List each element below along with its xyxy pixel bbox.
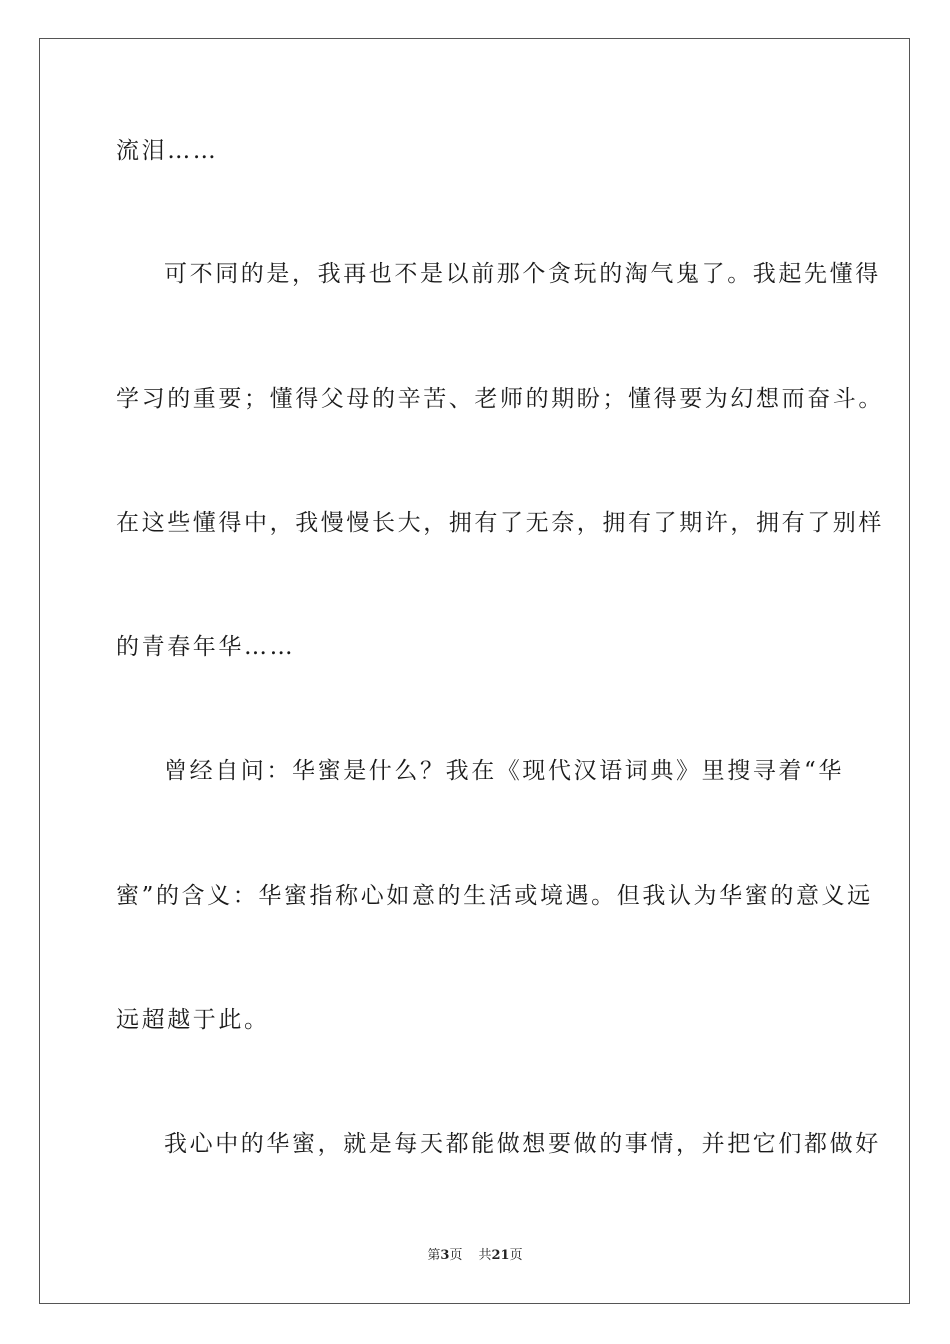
page-prefix: 第 [427, 1248, 441, 1263]
total-prefix: 共 [478, 1248, 492, 1263]
text-line-5: 的青春年华…… [116, 634, 296, 660]
text-line-6: 曾经自问：华蜜是什么？我在《现代汉语词典》里搜寻着“华 [164, 758, 844, 784]
page-footer [0, 1247, 950, 1265]
total-pages: 21 [491, 1248, 510, 1263]
text-line-9: 我心中的华蜜，就是每天都能做想要做的事情，并把它们都做好 [164, 1131, 881, 1157]
page-number: 3 [440, 1248, 450, 1263]
text-line-3: 学习的重要；懂得父母的辛苦、老师的期盼；懂得要为幻想而奋斗。 [116, 386, 884, 412]
total-suffix: 页 [509, 1248, 523, 1263]
text-line-8: 远超越于此。 [116, 1007, 270, 1033]
page-suffix: 页 [449, 1248, 463, 1263]
page-border [39, 38, 910, 1304]
text-line-7: 蜜”的含义：华蜜指称心如意的生活或境遇。但我认为华蜜的意义远 [116, 883, 873, 909]
text-line-4: 在这些懂得中，我慢慢长大，拥有了无奈，拥有了期许，拥有了别样 [116, 510, 884, 536]
text-line-2: 可不同的是，我再也不是以前那个贪玩的淘气鬼了。我起先懂得 [164, 261, 881, 287]
text-line-1: 流泪…… [116, 138, 219, 164]
